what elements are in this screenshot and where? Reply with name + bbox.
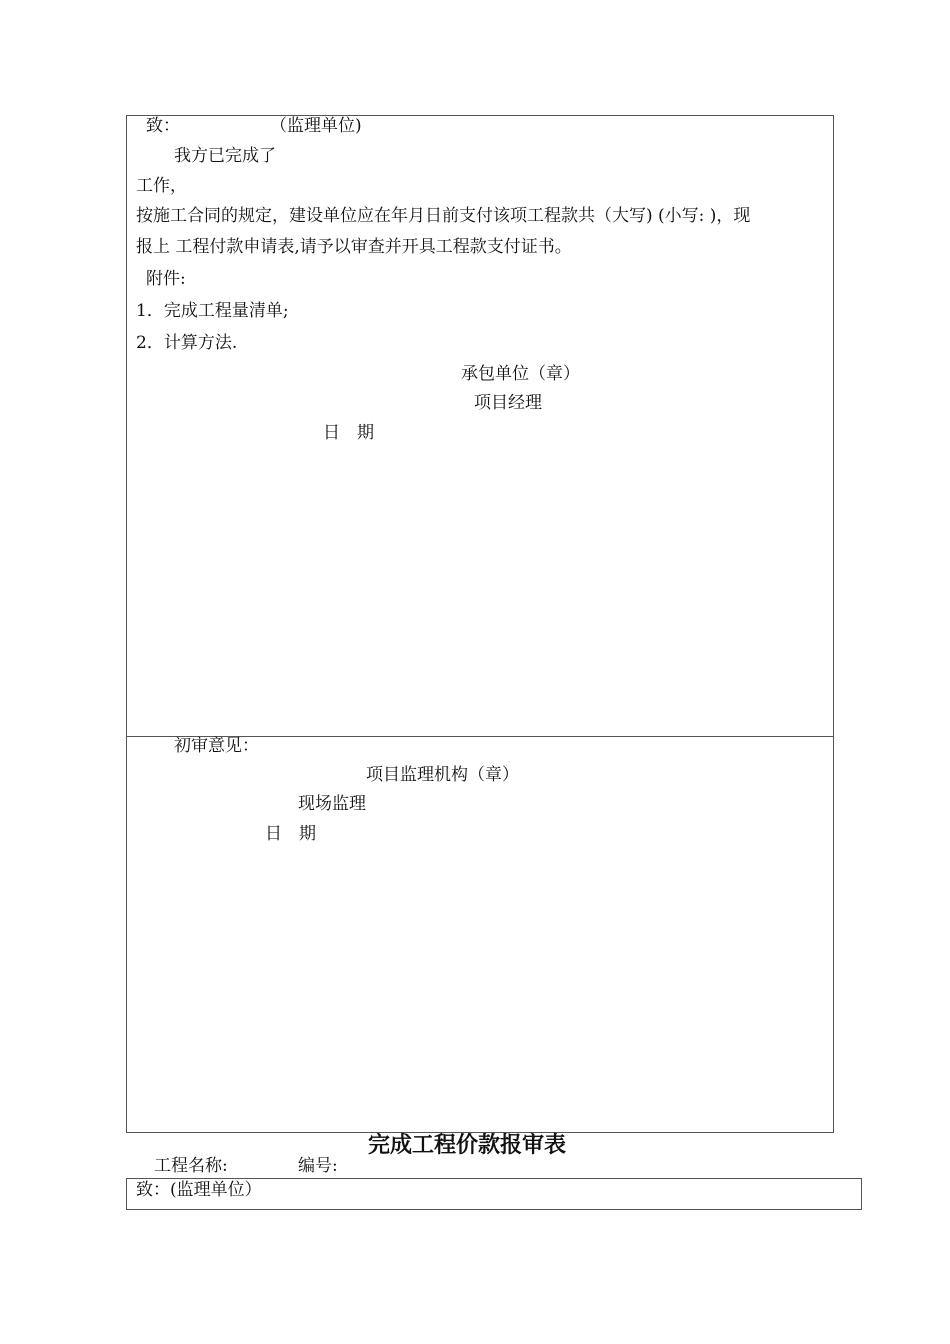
to-supervision-unit: （监理单位) bbox=[270, 116, 362, 136]
number-label: 编号: bbox=[298, 1156, 338, 1176]
site-supervisor-label: 现场监理 bbox=[298, 794, 366, 814]
contractor-seal-label: 承包单位（章） bbox=[461, 364, 580, 384]
work-line: 工作， bbox=[136, 176, 187, 196]
form-title: 完成工程价款报审表 bbox=[368, 1132, 567, 1158]
attachment-item: 1．完成工程量清单; bbox=[136, 301, 289, 321]
initial-review-opinion-label: 初审意见： bbox=[174, 736, 259, 756]
date-label: 日 期 bbox=[323, 423, 374, 443]
supervision-org-seal-label: 项目监理机构（章） bbox=[366, 765, 519, 785]
completed-intro: 我方已完成了 bbox=[174, 146, 276, 166]
body-text-line-2: 报上 工程付款申请表,请予以审查并开具工程款支付证书。 bbox=[136, 237, 572, 257]
main-form-table bbox=[126, 115, 834, 1133]
to-supervision-unit-line: 致：(监理单位） bbox=[136, 1180, 262, 1200]
attachments-label: 附件: bbox=[146, 269, 186, 289]
body-text-line-1: 按施工合同的规定，建设单位应在年月日前支付该项工程款共（大写) (小写: )，现 bbox=[136, 206, 751, 226]
attachment-item: 2．计算方法. bbox=[136, 333, 238, 353]
to-label: 致： bbox=[146, 116, 180, 136]
project-manager-label: 项目经理 bbox=[474, 393, 542, 413]
project-name-label: 工程名称: bbox=[154, 1156, 228, 1176]
date-label: 日 期 bbox=[265, 824, 316, 844]
